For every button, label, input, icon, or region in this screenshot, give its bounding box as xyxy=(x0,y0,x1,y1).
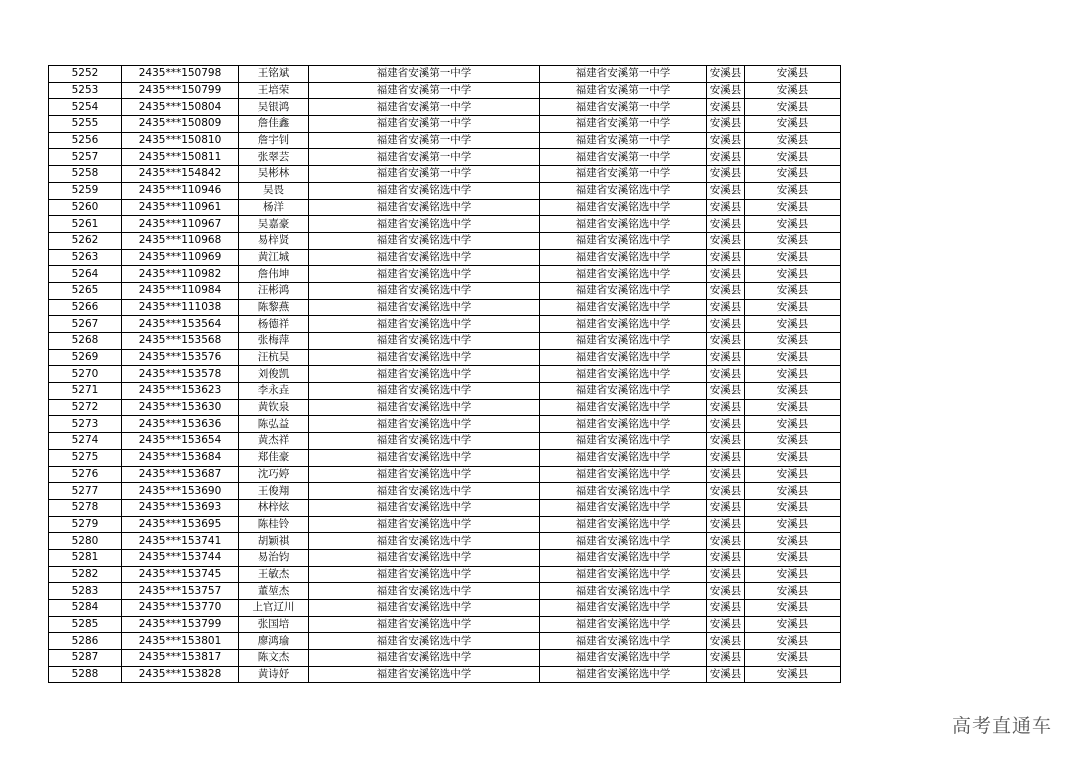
table-row xyxy=(49,166,841,183)
school-name-cell: 福建省安溪铭选中学 xyxy=(309,483,540,500)
exam-id-cell: 2435***153757 xyxy=(122,583,239,600)
enrolled-school-cell: 福建省安溪铭选中学 xyxy=(540,349,707,366)
county-cell: 安溪县 xyxy=(707,82,745,99)
school-name-cell: 福建省安溪第一中学 xyxy=(309,82,540,99)
school-name-cell: 福建省安溪铭选中学 xyxy=(309,549,540,566)
school-name-cell: 福建省安溪铭选中学 xyxy=(309,333,540,350)
district-cell: 安溪县 xyxy=(745,149,841,166)
student-name-cell: 黄杰祥 xyxy=(239,433,309,450)
enrolled-school-cell: 福建省安溪铭选中学 xyxy=(540,566,707,583)
enrolled-school-cell: 福建省安溪铭选中学 xyxy=(540,533,707,550)
student-name-cell: 刘俊凯 xyxy=(239,366,309,383)
table-row xyxy=(49,416,841,433)
school-name-cell: 福建省安溪铭选中学 xyxy=(309,316,540,333)
enrolled-school-cell: 福建省安溪铭选中学 xyxy=(540,449,707,466)
district-cell: 安溪县 xyxy=(745,466,841,483)
student-name-cell: 詹宇钊 xyxy=(239,132,309,149)
table-row xyxy=(49,99,841,116)
school-name-cell: 福建省安溪第一中学 xyxy=(309,66,540,83)
student-name-cell: 吴银鸿 xyxy=(239,99,309,116)
student-name-cell: 胡颖祺 xyxy=(239,533,309,550)
exam-id-cell: 2435***110969 xyxy=(122,249,239,266)
district-cell: 安溪县 xyxy=(745,132,841,149)
school-name-cell: 福建省安溪铭选中学 xyxy=(309,266,540,283)
county-cell: 安溪县 xyxy=(707,299,745,316)
enrolled-school-cell: 福建省安溪第一中学 xyxy=(540,166,707,183)
county-cell: 安溪县 xyxy=(707,483,745,500)
row-number-cell: 5268 xyxy=(49,333,122,350)
school-name-cell: 福建省安溪第一中学 xyxy=(309,149,540,166)
row-number-cell: 5271 xyxy=(49,383,122,400)
school-name-cell: 福建省安溪铭选中学 xyxy=(309,533,540,550)
watermark-text: 高考直通车 xyxy=(951,715,1052,737)
district-cell: 安溪县 xyxy=(745,366,841,383)
table-row xyxy=(49,299,841,316)
county-cell: 安溪县 xyxy=(707,99,745,116)
student-name-cell: 杨德祥 xyxy=(239,316,309,333)
enrolled-school-cell: 福建省安溪铭选中学 xyxy=(540,583,707,600)
student-name-cell: 易治钧 xyxy=(239,549,309,566)
exam-id-cell: 2435***110984 xyxy=(122,282,239,299)
county-cell: 安溪县 xyxy=(707,249,745,266)
district-cell: 安溪县 xyxy=(745,216,841,233)
row-number-cell: 5264 xyxy=(49,266,122,283)
row-number-cell: 5282 xyxy=(49,566,122,583)
exam-id-cell: 2435***150810 xyxy=(122,132,239,149)
enrolled-school-cell: 福建省安溪铭选中学 xyxy=(540,266,707,283)
exam-id-cell: 2435***150804 xyxy=(122,99,239,116)
exam-id-cell: 2435***153817 xyxy=(122,650,239,667)
county-cell: 安溪县 xyxy=(707,166,745,183)
district-cell: 安溪县 xyxy=(745,449,841,466)
county-cell: 安溪县 xyxy=(707,616,745,633)
enrolled-school-cell: 福建省安溪铭选中学 xyxy=(540,299,707,316)
county-cell: 安溪县 xyxy=(707,149,745,166)
school-name-cell: 福建省安溪铭选中学 xyxy=(309,366,540,383)
school-name-cell: 福建省安溪铭选中学 xyxy=(309,199,540,216)
school-name-cell: 福建省安溪铭选中学 xyxy=(309,249,540,266)
row-number-cell: 5281 xyxy=(49,549,122,566)
exam-id-cell: 2435***153630 xyxy=(122,399,239,416)
enrolled-school-cell: 福建省安溪第一中学 xyxy=(540,66,707,83)
table-row xyxy=(49,282,841,299)
table-row xyxy=(49,66,841,83)
exam-id-cell: 2435***150811 xyxy=(122,149,239,166)
exam-id-cell: 2435***110967 xyxy=(122,216,239,233)
county-cell: 安溪县 xyxy=(707,266,745,283)
exam-id-cell: 2435***110961 xyxy=(122,199,239,216)
district-cell: 安溪县 xyxy=(745,483,841,500)
table-row xyxy=(49,266,841,283)
student-name-cell: 吴畏 xyxy=(239,182,309,199)
table-row xyxy=(49,600,841,617)
district-cell: 安溪县 xyxy=(745,333,841,350)
row-number-cell: 5287 xyxy=(49,650,122,667)
admission-table xyxy=(48,65,841,683)
school-name-cell: 福建省安溪铭选中学 xyxy=(309,633,540,650)
district-cell: 安溪县 xyxy=(745,199,841,216)
county-cell: 安溪县 xyxy=(707,132,745,149)
row-number-cell: 5253 xyxy=(49,82,122,99)
student-name-cell: 詹佳鑫 xyxy=(239,116,309,133)
school-name-cell: 福建省安溪第一中学 xyxy=(309,116,540,133)
school-name-cell: 福建省安溪铭选中学 xyxy=(309,666,540,683)
student-name-cell: 董堃杰 xyxy=(239,583,309,600)
district-cell: 安溪县 xyxy=(745,249,841,266)
exam-id-cell: 2435***153828 xyxy=(122,666,239,683)
table-row xyxy=(49,633,841,650)
district-cell: 安溪县 xyxy=(745,316,841,333)
school-name-cell: 福建省安溪第一中学 xyxy=(309,132,540,149)
student-name-cell: 黄江城 xyxy=(239,249,309,266)
table-row xyxy=(49,516,841,533)
student-name-cell: 沈巧婷 xyxy=(239,466,309,483)
row-number-cell: 5276 xyxy=(49,466,122,483)
county-cell: 安溪县 xyxy=(707,383,745,400)
district-cell: 安溪县 xyxy=(745,99,841,116)
exam-id-cell: 2435***154842 xyxy=(122,166,239,183)
exam-id-cell: 2435***110968 xyxy=(122,232,239,249)
row-number-cell: 5266 xyxy=(49,299,122,316)
row-number-cell: 5280 xyxy=(49,533,122,550)
enrolled-school-cell: 福建省安溪铭选中学 xyxy=(540,282,707,299)
county-cell: 安溪县 xyxy=(707,333,745,350)
student-name-cell: 李永垚 xyxy=(239,383,309,400)
student-name-cell: 张翠芸 xyxy=(239,149,309,166)
county-cell: 安溪县 xyxy=(707,549,745,566)
district-cell: 安溪县 xyxy=(745,616,841,633)
school-name-cell: 福建省安溪铭选中学 xyxy=(309,499,540,516)
row-number-cell: 5256 xyxy=(49,132,122,149)
county-cell: 安溪县 xyxy=(707,416,745,433)
row-number-cell: 5252 xyxy=(49,66,122,83)
district-cell: 安溪县 xyxy=(745,433,841,450)
county-cell: 安溪县 xyxy=(707,583,745,600)
row-number-cell: 5263 xyxy=(49,249,122,266)
student-name-cell: 张梅萍 xyxy=(239,333,309,350)
school-name-cell: 福建省安溪铭选中学 xyxy=(309,299,540,316)
student-name-cell: 王敏杰 xyxy=(239,566,309,583)
county-cell: 安溪县 xyxy=(707,449,745,466)
school-name-cell: 福建省安溪铭选中学 xyxy=(309,566,540,583)
student-name-cell: 吴嘉豪 xyxy=(239,216,309,233)
school-name-cell: 福建省安溪铭选中学 xyxy=(309,466,540,483)
county-cell: 安溪县 xyxy=(707,366,745,383)
row-number-cell: 5284 xyxy=(49,600,122,617)
district-cell: 安溪县 xyxy=(745,82,841,99)
student-name-cell: 黄诗妤 xyxy=(239,666,309,683)
exam-id-cell: 2435***150798 xyxy=(122,66,239,83)
county-cell: 安溪县 xyxy=(707,466,745,483)
row-number-cell: 5275 xyxy=(49,449,122,466)
school-name-cell: 福建省安溪铭选中学 xyxy=(309,383,540,400)
row-number-cell: 5283 xyxy=(49,583,122,600)
student-name-cell: 王铭斌 xyxy=(239,66,309,83)
county-cell: 安溪县 xyxy=(707,66,745,83)
district-cell: 安溪县 xyxy=(745,533,841,550)
enrolled-school-cell: 福建省安溪铭选中学 xyxy=(540,316,707,333)
school-name-cell: 福建省安溪铭选中学 xyxy=(309,600,540,617)
county-cell: 安溪县 xyxy=(707,566,745,583)
district-cell: 安溪县 xyxy=(745,650,841,667)
enrolled-school-cell: 福建省安溪铭选中学 xyxy=(540,650,707,667)
row-number-cell: 5279 xyxy=(49,516,122,533)
enrolled-school-cell: 福建省安溪铭选中学 xyxy=(540,516,707,533)
county-cell: 安溪县 xyxy=(707,216,745,233)
table-row xyxy=(49,466,841,483)
row-number-cell: 5262 xyxy=(49,232,122,249)
district-cell: 安溪县 xyxy=(745,666,841,683)
enrolled-school-cell: 福建省安溪铭选中学 xyxy=(540,216,707,233)
table-row xyxy=(49,483,841,500)
row-number-cell: 5285 xyxy=(49,616,122,633)
county-cell: 安溪县 xyxy=(707,116,745,133)
row-number-cell: 5288 xyxy=(49,666,122,683)
table-row xyxy=(49,583,841,600)
table-row xyxy=(49,316,841,333)
enrolled-school-cell: 福建省安溪铭选中学 xyxy=(540,232,707,249)
enrolled-school-cell: 福建省安溪铭选中学 xyxy=(540,616,707,633)
school-name-cell: 福建省安溪铭选中学 xyxy=(309,232,540,249)
row-number-cell: 5269 xyxy=(49,349,122,366)
district-cell: 安溪县 xyxy=(745,549,841,566)
student-name-cell: 王培荣 xyxy=(239,82,309,99)
exam-id-cell: 2435***110946 xyxy=(122,182,239,199)
table-row xyxy=(49,333,841,350)
table-row xyxy=(49,199,841,216)
enrolled-school-cell: 福建省安溪铭选中学 xyxy=(540,399,707,416)
student-name-cell: 汪彬鸿 xyxy=(239,282,309,299)
enrolled-school-cell: 福建省安溪第一中学 xyxy=(540,149,707,166)
table-row xyxy=(49,666,841,683)
county-cell: 安溪县 xyxy=(707,633,745,650)
school-name-cell: 福建省安溪铭选中学 xyxy=(309,416,540,433)
county-cell: 安溪县 xyxy=(707,399,745,416)
enrolled-school-cell: 福建省安溪第一中学 xyxy=(540,82,707,99)
school-name-cell: 福建省安溪铭选中学 xyxy=(309,216,540,233)
school-name-cell: 福建省安溪铭选中学 xyxy=(309,433,540,450)
district-cell: 安溪县 xyxy=(745,566,841,583)
row-number-cell: 5265 xyxy=(49,282,122,299)
table-row xyxy=(49,650,841,667)
enrolled-school-cell: 福建省安溪铭选中学 xyxy=(540,249,707,266)
enrolled-school-cell: 福建省安溪铭选中学 xyxy=(540,499,707,516)
student-name-cell: 张国培 xyxy=(239,616,309,633)
district-cell: 安溪县 xyxy=(745,516,841,533)
student-name-cell: 王俊翔 xyxy=(239,483,309,500)
district-cell: 安溪县 xyxy=(745,299,841,316)
exam-id-cell: 2435***153684 xyxy=(122,449,239,466)
student-name-cell: 廖鸿瑜 xyxy=(239,633,309,650)
district-cell: 安溪县 xyxy=(745,116,841,133)
enrolled-school-cell: 福建省安溪铭选中学 xyxy=(540,633,707,650)
exam-id-cell: 2435***153801 xyxy=(122,633,239,650)
county-cell: 安溪县 xyxy=(707,199,745,216)
school-name-cell: 福建省安溪铭选中学 xyxy=(309,516,540,533)
county-cell: 安溪县 xyxy=(707,666,745,683)
row-number-cell: 5274 xyxy=(49,433,122,450)
school-name-cell: 福建省安溪铭选中学 xyxy=(309,182,540,199)
county-cell: 安溪县 xyxy=(707,433,745,450)
exam-id-cell: 2435***153636 xyxy=(122,416,239,433)
enrolled-school-cell: 福建省安溪铭选中学 xyxy=(540,666,707,683)
enrolled-school-cell: 福建省安溪铭选中学 xyxy=(540,600,707,617)
exam-id-cell: 2435***153578 xyxy=(122,366,239,383)
enrolled-school-cell: 福建省安溪铭选中学 xyxy=(540,416,707,433)
row-number-cell: 5278 xyxy=(49,499,122,516)
district-cell: 安溪县 xyxy=(745,266,841,283)
district-cell: 安溪县 xyxy=(745,182,841,199)
row-number-cell: 5254 xyxy=(49,99,122,116)
county-cell: 安溪县 xyxy=(707,650,745,667)
school-name-cell: 福建省安溪第一中学 xyxy=(309,99,540,116)
exam-id-cell: 2435***153623 xyxy=(122,383,239,400)
table-row xyxy=(49,149,841,166)
county-cell: 安溪县 xyxy=(707,516,745,533)
school-name-cell: 福建省安溪铭选中学 xyxy=(309,349,540,366)
county-cell: 安溪县 xyxy=(707,349,745,366)
table-row xyxy=(49,383,841,400)
row-number-cell: 5272 xyxy=(49,399,122,416)
row-number-cell: 5267 xyxy=(49,316,122,333)
student-name-cell: 陈文杰 xyxy=(239,650,309,667)
table-row xyxy=(49,549,841,566)
table-row xyxy=(49,249,841,266)
student-name-cell: 黄钦泉 xyxy=(239,399,309,416)
row-number-cell: 5259 xyxy=(49,182,122,199)
exam-id-cell: 2435***153687 xyxy=(122,466,239,483)
exam-id-cell: 2435***153741 xyxy=(122,533,239,550)
enrolled-school-cell: 福建省安溪铭选中学 xyxy=(540,549,707,566)
district-cell: 安溪县 xyxy=(745,232,841,249)
enrolled-school-cell: 福建省安溪铭选中学 xyxy=(540,433,707,450)
exam-id-cell: 2435***153695 xyxy=(122,516,239,533)
exam-id-cell: 2435***153799 xyxy=(122,616,239,633)
exam-id-cell: 2435***153693 xyxy=(122,499,239,516)
student-name-cell: 林梓炫 xyxy=(239,499,309,516)
district-cell: 安溪县 xyxy=(745,416,841,433)
row-number-cell: 5260 xyxy=(49,199,122,216)
table-row xyxy=(49,349,841,366)
county-cell: 安溪县 xyxy=(707,499,745,516)
district-cell: 安溪县 xyxy=(745,166,841,183)
exam-id-cell: 2435***110982 xyxy=(122,266,239,283)
table-row xyxy=(49,366,841,383)
exam-id-cell: 2435***153745 xyxy=(122,566,239,583)
admission-table-body xyxy=(49,66,841,683)
row-number-cell: 5273 xyxy=(49,416,122,433)
table-row xyxy=(49,216,841,233)
exam-id-cell: 2435***153690 xyxy=(122,483,239,500)
district-cell: 安溪县 xyxy=(745,633,841,650)
district-cell: 安溪县 xyxy=(745,66,841,83)
exam-id-cell: 2435***153564 xyxy=(122,316,239,333)
row-number-cell: 5257 xyxy=(49,149,122,166)
exam-id-cell: 2435***153568 xyxy=(122,333,239,350)
school-name-cell: 福建省安溪铭选中学 xyxy=(309,583,540,600)
student-name-cell: 陈弘益 xyxy=(239,416,309,433)
student-name-cell: 陈黎燕 xyxy=(239,299,309,316)
row-number-cell: 5277 xyxy=(49,483,122,500)
enrolled-school-cell: 福建省安溪铭选中学 xyxy=(540,199,707,216)
enrolled-school-cell: 福建省安溪铭选中学 xyxy=(540,466,707,483)
district-cell: 安溪县 xyxy=(745,583,841,600)
county-cell: 安溪县 xyxy=(707,232,745,249)
district-cell: 安溪县 xyxy=(745,600,841,617)
row-number-cell: 5261 xyxy=(49,216,122,233)
enrolled-school-cell: 福建省安溪铭选中学 xyxy=(540,483,707,500)
school-name-cell: 福建省安溪铭选中学 xyxy=(309,616,540,633)
student-name-cell: 詹伟坤 xyxy=(239,266,309,283)
district-cell: 安溪县 xyxy=(745,499,841,516)
row-number-cell: 5286 xyxy=(49,633,122,650)
school-name-cell: 福建省安溪铭选中学 xyxy=(309,282,540,299)
school-name-cell: 福建省安溪第一中学 xyxy=(309,166,540,183)
table-row xyxy=(49,399,841,416)
exam-id-cell: 2435***150799 xyxy=(122,82,239,99)
student-name-cell: 易梓贤 xyxy=(239,232,309,249)
table-row xyxy=(49,499,841,516)
table-row xyxy=(49,116,841,133)
district-cell: 安溪县 xyxy=(745,349,841,366)
county-cell: 安溪县 xyxy=(707,282,745,299)
enrolled-school-cell: 福建省安溪铭选中学 xyxy=(540,366,707,383)
student-name-cell: 上官辽川 xyxy=(239,600,309,617)
row-number-cell: 5270 xyxy=(49,366,122,383)
exam-id-cell: 2435***111038 xyxy=(122,299,239,316)
school-name-cell: 福建省安溪铭选中学 xyxy=(309,399,540,416)
student-name-cell: 陈桂铃 xyxy=(239,516,309,533)
table-row xyxy=(49,132,841,149)
district-cell: 安溪县 xyxy=(745,399,841,416)
county-cell: 安溪县 xyxy=(707,600,745,617)
school-name-cell: 福建省安溪铭选中学 xyxy=(309,650,540,667)
table-row xyxy=(49,433,841,450)
exam-id-cell: 2435***153654 xyxy=(122,433,239,450)
county-cell: 安溪县 xyxy=(707,182,745,199)
district-cell: 安溪县 xyxy=(745,282,841,299)
student-name-cell: 郑佳豪 xyxy=(239,449,309,466)
district-cell: 安溪县 xyxy=(745,383,841,400)
enrolled-school-cell: 福建省安溪第一中学 xyxy=(540,116,707,133)
table-row xyxy=(49,566,841,583)
table-row xyxy=(49,82,841,99)
table-row xyxy=(49,616,841,633)
county-cell: 安溪县 xyxy=(707,533,745,550)
exam-id-cell: 2435***153744 xyxy=(122,549,239,566)
row-number-cell: 5258 xyxy=(49,166,122,183)
student-name-cell: 杨洋 xyxy=(239,199,309,216)
table-row xyxy=(49,232,841,249)
exam-id-cell: 2435***153770 xyxy=(122,600,239,617)
table-row xyxy=(49,182,841,199)
enrolled-school-cell: 福建省安溪铭选中学 xyxy=(540,333,707,350)
enrolled-school-cell: 福建省安溪铭选中学 xyxy=(540,383,707,400)
county-cell: 安溪县 xyxy=(707,316,745,333)
student-name-cell: 吴彬林 xyxy=(239,166,309,183)
student-name-cell: 汪杭昊 xyxy=(239,349,309,366)
table-row xyxy=(49,533,841,550)
enrolled-school-cell: 福建省安溪第一中学 xyxy=(540,132,707,149)
enrolled-school-cell: 福建省安溪第一中学 xyxy=(540,99,707,116)
row-number-cell: 5255 xyxy=(49,116,122,133)
exam-id-cell: 2435***150809 xyxy=(122,116,239,133)
enrolled-school-cell: 福建省安溪铭选中学 xyxy=(540,182,707,199)
exam-id-cell: 2435***153576 xyxy=(122,349,239,366)
table-row xyxy=(49,449,841,466)
school-name-cell: 福建省安溪铭选中学 xyxy=(309,449,540,466)
